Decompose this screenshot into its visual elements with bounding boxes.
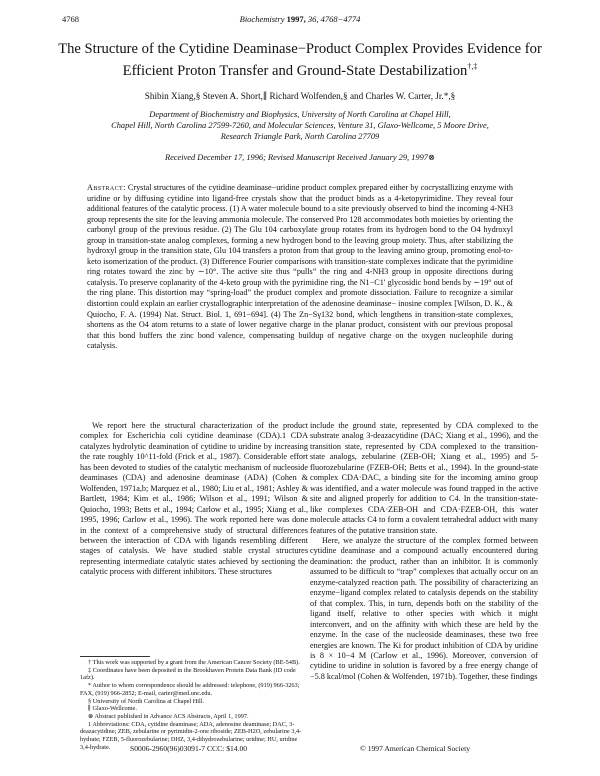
running-header	[62, 14, 538, 26]
affiliation-line-3: Research Triangle Park, North Carolina 27709	[220, 132, 380, 141]
body-paragraph: include the ground state, represented by CDA complexed to the substrate analog 3-deazacytidine (DAC; Xiang et al., 1996), and the transition state, represented by CDA complexed to the transition-state analogs, zebularine (ZEB-OH; Xiang et al., 1995) and 5-fluorozebularine (FZEB-OH; Betts et al., 1994). In the ground-state complex CDA·DAC, a binding site for the incoming amino group was identified, and a water molecule was found trapped in the active site and aligned properly for addition to C4. In the transition-state-like complexes CDA·ZEB-OH and CDA·FZEB-OH, this water molecule attacks C4 to form a covalent tetrahedral adduct with many features of the putative transition state.	[310, 421, 538, 535]
title-line-1: The Structure of the Cytidine Deaminase−Product Complex Provides Evidence for	[58, 41, 542, 57]
body-column-right	[310, 421, 538, 682]
article-title	[40, 40, 560, 80]
journal-name: Biochemistry	[239, 14, 285, 24]
affiliation-line-2: Chapel Hill, North Carolina 27599-7260, and Molecular Sciences, Venture 31, Glaxo-Wellcome, 5 Moore Drive,	[111, 121, 489, 130]
article-code: S0006-2960(96)03091-7 CCC: $14.00	[130, 744, 248, 753]
title-line-2: Efficient Proton Transfer and Ground-State Destabilization	[122, 62, 468, 79]
footnote: * Author to whom correspondence should be addressed: telephone, (919) 966-3263; FAX, (919) 966-2852; E-mail, carter@med.unc.edu.	[80, 682, 300, 697]
footnotes	[80, 659, 308, 751]
affiliations	[40, 109, 560, 142]
journal-pages: 4768−4774	[320, 14, 361, 24]
page-number: 4768	[62, 14, 79, 24]
footnote: 1 Abbreviations: CDA, cytidine deaminase; ADA, adenosine deaminase; DAC, 3-deazacytidine; ZEB, zebularine or pyrimidin-2-one riboside; ZEB-H2O, zebularine 3,4-hydrate; FZEB, 5-fluorozebularine; DHZ, 3,4-dihydrozebularine; uridine; HU, uridine 3,4-hydrate.	[80, 720, 302, 751]
journal-citation	[62, 14, 538, 24]
body-column-left	[80, 421, 308, 578]
footnote: § University of North Carolina at Chapel Hill.	[88, 697, 205, 705]
affiliation-line-1: Department of Biochemistry and Biophysics, University of North Carolina at Chapel Hill,	[149, 110, 451, 119]
journal-volume: 36,	[307, 14, 319, 24]
body-paragraph: We report here the structural characterization of the product complex for Escherichia coli cytidine deaminase (CDA).1 CDA catalyzes hydrolytic deamination of cytidine to uridine by increasing the rate roughly 10^11-fold (Frick et al., 1987). Considerable effort has been devoted to studies of the catalytic mechanism of nucleoside deaminases (CDA) and adenosine deaminase (ADA) (Cohen & Wolfenden, 1971a,b; Marquez et al., 1980; Liu et al., 1981; Ashley & Bartlett, 1984; Kim et al., 1986; Wilson et al., 1991; Wilson & Quiocho, 1993; Betts et al., 1994; Carlow et al., 1995; Xiang et al., 1995, 1996; Carlow et al., 1996). The work reported here was done in the context of a comprehensive study of structural differences between the interaction of CDA with ligands resembling different stages of catalysis. We have studied stable crystal structures representing intermediate catalytic states achieved by sectioning the catalytic process with different inhibitors. These structures	[80, 421, 308, 577]
body-paragraph: Here, we analyze the structure of the complex formed between cytidine deaminase and a compound actually encountered during deamination: the product, rather than an inhibitor. It is commonly assumed to be difficult to “trap” complexes that actually occur on an enzyme-catalyzed reaction path. The possibility of characterizing an enzyme−ligand complex related to catalysis depends on the stability of that complex. This, in turn, depends both on the stability of the ligand itself, relative to other species with which it might interconvert, and on the affinity with which these are held by the enzyme. In the case of the nucleoside deaminases, these two free energies are known. The Ki for product inhibition of CDA by uridine is 8 × 10−4 M (Carlow et al., 1996). Moreover, conversion of cytidine to uridine in solution is favored by a free energy change of −5.8 kcal/mol (Cohen & Wolfenden, 1971b). Together, these findings	[310, 535, 538, 681]
author-list: Shibin Xiang,§ Steven A. Short,∥ Richard Wolfenden,§ and Charles W. Carter, Jr.*,§	[144, 91, 456, 101]
footnote: † This work was supported by a grant from the American Cancer Society (BE-54B).	[88, 659, 300, 666]
footnote: ∥ Glaxo-Wellcome.	[88, 705, 137, 713]
footnote-divider	[80, 656, 150, 657]
footnote: ⊗ Abstract published in Advance ACS Abstracts, April 1, 1997.	[88, 712, 249, 720]
journal-year: 1997,	[286, 14, 306, 24]
abstract	[87, 183, 513, 352]
page-footer	[130, 744, 470, 754]
title-footnote-marks: †,‡	[467, 62, 478, 71]
abstract-label: Abstract:	[87, 183, 126, 192]
received-dates: Received December 17, 1996; Revised Manuscript Received January 29, 1997⊗	[164, 153, 436, 162]
footnote: ‡ Coordinates have been deposited in the Brookhaven Protein Data Bank (ID code 1afz).	[80, 666, 296, 682]
copyright: © 1997 American Chemical Society	[360, 744, 470, 753]
abstract-text: Crystal structures of the cytidine deaminase−uridine product complex prepared either by cocrystallizing enzyme with uridine or by diffusing cytidine into ligand-free crystals show that the product binds as a 4-ketopyrimidine. They reveal four additional features of the catalytic process. (1) A water molecule bound to a site previously observed to bind the incoming 4-NH3 group represents the site for the leaving ammonia molecule. The conserved Pro 128 accommodates both moieties by orienting the carbonyl group of the previous residue. (2) The Glu 104 carboxylate group rotates from its hydrogen bond to the O4 hydroxyl group in transition-state analog complexes, forming a new hydrogen bond to the leaving group moiety. Thus, after stabilizing the hydroxyl group in the transition state, Glu 104 transfers a proton from that group to the leaving amino group, promoting enol-to-keto isomerization of the product. (3) Difference Fourier comparisons with transition-state complexes indicate that the pyrimidine ring rotates toward the zinc by ∼10°. The active site thus “pulls” the ring and 4-NH3 group in opposite directions during catalysis. To preserve coplanarity of the 4-keto group with the pyrimidine ring, the N1−C1′ glycosidic bond bends by ∼19° out of the ring plane. This distortion may “spring-load” the product complex and promote dissociation. Failure to recognize a similar distortion could explain an earlier crystallographic interpretation of the adenosine deaminase− inosine complex [Wilson, D. K., & Quiocho, F. A. (1994) Nat. Struct. Biol. 1, 691−694]. (4) The Zn−Sγ132 bond, which lengthens in transition-state complexes, shortens as the O4 atom returns to a state of lower negative charge in the planar product, consistent with our previous proposal that this bond buffers the zinc bond valence, compensating buildup of negative charge on the oxygen nucleophile during catalysis.	[87, 183, 513, 351]
